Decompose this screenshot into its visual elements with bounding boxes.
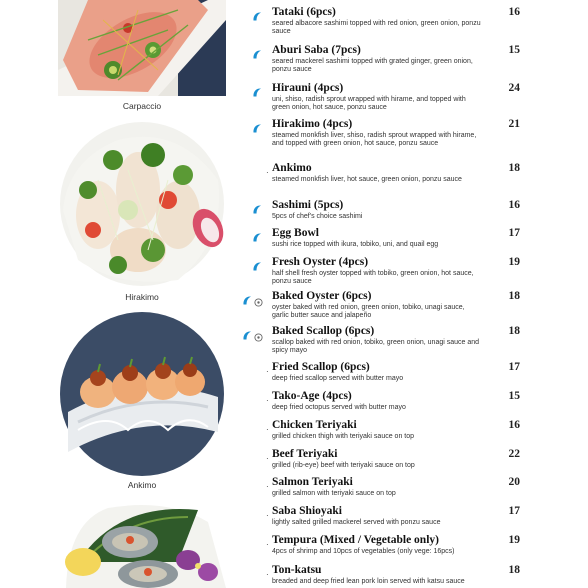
item-price: 21	[508, 118, 520, 130]
item-name: Hirakimo (4pcs)	[272, 118, 353, 130]
item-description: grilled (rib-eye) beef with teriyaki sauce on top	[272, 462, 415, 469]
item-description: 5pcs of chef's choice sashimi	[272, 213, 363, 220]
caption-carpaccio: Carpaccio	[122, 101, 162, 111]
oyster-photo	[58, 502, 226, 588]
item-name: Egg Bowl	[272, 227, 319, 239]
item-name: Baked Oyster (6pcs)	[272, 290, 372, 302]
cooked-icon	[254, 294, 263, 303]
item-name: Ton-katsu	[272, 564, 322, 576]
raw-fish-icon	[252, 259, 263, 270]
raw-fish-icon	[252, 47, 263, 58]
item-price: 16	[508, 199, 520, 211]
item-price: 22	[508, 448, 520, 460]
item-name: Baked Scallop (6pcs)	[272, 325, 375, 337]
item-price: 18	[508, 290, 520, 302]
item-name: Fresh Oyster (4pcs)	[272, 256, 369, 268]
item-name: Saba Shioyaki	[272, 505, 342, 517]
bullet-dot: ·	[266, 511, 269, 520]
photo-column	[0, 0, 250, 588]
item-name: Tempura (Mixed / Vegetable only)	[272, 534, 439, 546]
cooked-icon	[254, 329, 263, 338]
item-price: 15	[508, 390, 520, 402]
raw-fish-icon	[252, 202, 263, 213]
item-price: 17	[508, 361, 520, 373]
item-price: 17	[508, 227, 520, 239]
raw-fish-icon	[252, 9, 263, 20]
item-name: Salmon Teriyaki	[272, 476, 353, 488]
bullet-dot: ·	[266, 482, 269, 491]
carpaccio-photo	[58, 0, 226, 96]
item-name: Fried Scallop (6pcs)	[272, 361, 370, 373]
item-price: 18	[508, 162, 520, 174]
item-price: 15	[508, 44, 520, 56]
item-name: Aburi Saba (7pcs)	[272, 44, 361, 56]
item-description: deep fried octopus served with butter mayo	[272, 404, 406, 411]
item-price: 16	[508, 6, 520, 18]
item-description: grilled salmon with teriyaki sauce on top	[272, 490, 396, 497]
item-description: 4pcs of shrimp and 10pcs of vegetables (only vege: 16pcs)	[272, 548, 455, 555]
caption-hirakimo: Hirakimo	[125, 292, 159, 302]
ankimo-photo	[58, 312, 226, 476]
item-description: scallop baked with red onion, tobiko, green onion, unagi sauce and spicy mayo	[272, 339, 480, 354]
caption-ankimo: Ankimo	[127, 480, 157, 490]
bullet-dot: ·	[266, 540, 269, 549]
item-description: oyster baked with red onion, green onion, tobiko, unagi sauce, garlic butter sauce and jalapeño	[272, 304, 465, 319]
item-description: seared albacore sashimi topped with red onion, green onion, ponzu sauce	[272, 20, 481, 35]
item-name: Tataki (6pcs)	[272, 6, 336, 18]
item-name: Ankimo	[272, 162, 312, 174]
item-description: seared mackerel sashimi topped with grated ginger, green onion, ponzu sauce	[272, 58, 473, 73]
item-description: deep fried scallop served with butter mayo	[272, 375, 404, 382]
item-description: breaded and deep fried lean pork loin served with katsu sauce	[272, 578, 465, 585]
item-price: 17	[508, 505, 520, 517]
item-price: 19	[508, 534, 520, 546]
bullet-dot: ·	[266, 168, 269, 177]
raw-fish-icon	[242, 328, 253, 339]
item-price: 18	[508, 564, 520, 576]
item-price: 19	[508, 256, 520, 268]
hirakimo-photo	[58, 120, 226, 288]
bullet-dot: ·	[266, 570, 269, 579]
item-price: 18	[508, 325, 520, 337]
item-price: 20	[508, 476, 520, 488]
bullet-dot: ·	[266, 425, 269, 434]
raw-fish-icon	[252, 230, 263, 241]
bullet-dot: ·	[266, 396, 269, 405]
item-description: steamed monkfish liver, hot sauce, green onion, ponzu sauce	[272, 176, 462, 183]
item-name: Hirauni (4pcs)	[272, 82, 344, 94]
bullet-dot: ·	[266, 454, 269, 463]
item-name: Sashimi (5pcs)	[272, 199, 344, 211]
item-price: 16	[508, 419, 520, 431]
item-description: half shell fresh oyster topped with tobiko, green onion, hot sauce, ponzu sauce	[272, 270, 474, 285]
bullet-dot: ·	[266, 367, 269, 376]
raw-fish-icon	[252, 85, 263, 96]
item-description: sushi rice topped with ikura, tobiko, uni, and quail egg	[272, 241, 439, 248]
item-description: uni, shiso, radish sprout wrapped with hirame, and topped with green onion, hot sauce, ponzu sauce	[272, 96, 466, 111]
item-description: lightly salted grilled mackerel served with ponzu sauce	[272, 519, 441, 526]
item-description: grilled chicken thigh with teriyaki sauce on top	[272, 433, 415, 440]
item-price: 24	[508, 82, 520, 94]
item-description: steamed monkfish liver, shiso, radish sprout wrapped with hirame, and topped with green onion, hot sauce, ponzu sauce	[272, 132, 477, 147]
item-name: Chicken Teriyaki	[272, 419, 357, 431]
item-name: Tako-Age (4pcs)	[272, 390, 352, 402]
item-name: Beef Teriyaki	[272, 448, 338, 460]
raw-fish-icon	[252, 121, 263, 132]
raw-fish-icon	[242, 293, 253, 304]
menu-list	[240, 0, 588, 588]
